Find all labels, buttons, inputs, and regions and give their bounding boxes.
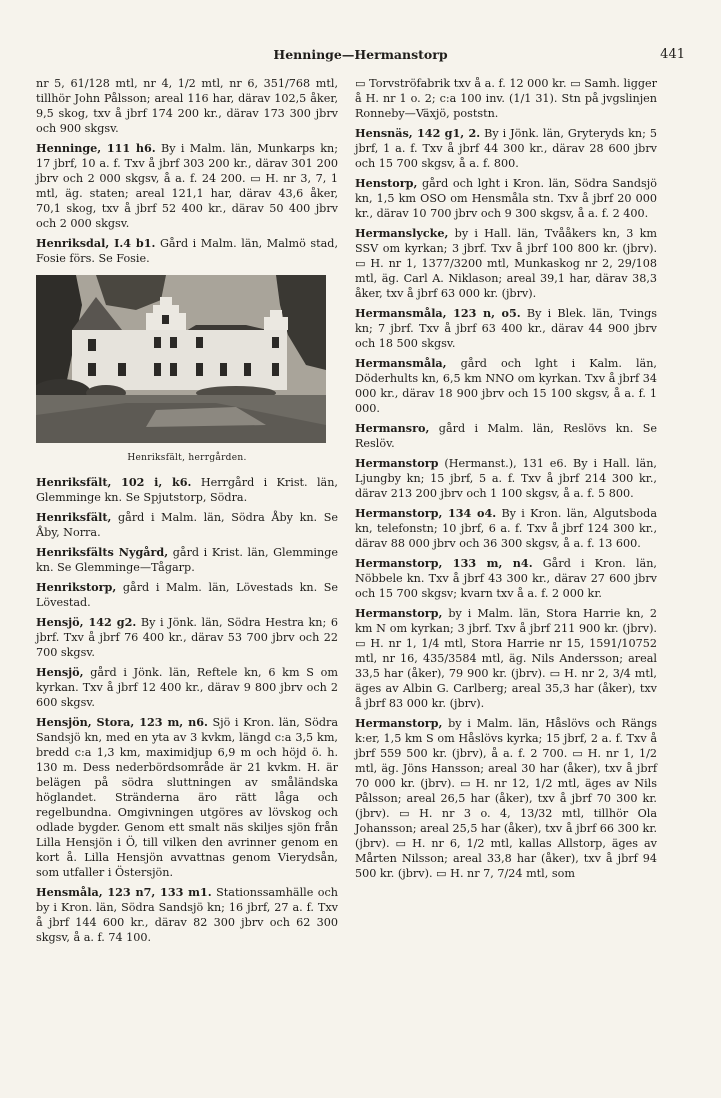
entry-headword: Hermanslycke, bbox=[355, 226, 449, 240]
entry-headword: Hermanstorp, bbox=[355, 606, 443, 620]
right-column bbox=[355, 76, 657, 886]
entry-text: by i Hall. län, Tvååkers kn, 3 km SSV om kyrkan; 3 jbrf. Txv å jbrf 100 800 kr. (jbrv). ▭ H. nr 1, 1377/3200 mtl, Munkaskog nr 2, 29/108 mtl, äg. Carl A. Niklason; areal 39,1 har, därav 38,3 åker, txv å jbrf 63 000 kr. (jbrv). bbox=[355, 227, 657, 300]
dictionary-entry bbox=[355, 421, 657, 451]
dictionary-entry bbox=[36, 236, 338, 266]
dictionary-entry bbox=[355, 506, 657, 551]
entry-text: ▭ Torvströfabrik txv å a. f. 12 000 kr. ▭ Samh. ligger å H. nr 1 o. 2; c:a 100 inv. (1/1 31). Stn på jvgslinjen Ronneby—Växjö, poststn. bbox=[355, 77, 657, 120]
entry-headword: Henstorp, bbox=[355, 176, 418, 190]
building-wall bbox=[72, 330, 287, 390]
dictionary-entry bbox=[36, 615, 338, 660]
dictionary-entry bbox=[36, 510, 338, 540]
entry-headword: Hensjön, Stora, 123 m, n6. bbox=[36, 715, 208, 729]
entry-text: gård i Malm. län, Reslövs kn. Se Reslöv. bbox=[355, 422, 658, 450]
entry-text: By i Jönk. län, Gryteryds kn; 5 jbrf, 1 a. f. Txv å jbrf 44 300 kr., därav 28 600 jbrv och 15 700 skgsv, å a. f. 800. bbox=[355, 127, 657, 170]
entry-text: Herrgård i Krist. län, Glemminge kn. Se Spjutstorp, Södra. bbox=[36, 476, 338, 504]
dictionary-entry bbox=[355, 226, 657, 301]
entry-text: (Hermanst.), 131 e6. By i Hall. län, Ljungby kn; 15 jbrf, 5 a. f. Txv å jbrf 214 300 kr., därav 213 200 jbrv och 1 100 skgsv, å a. f. 5 800. bbox=[355, 457, 657, 500]
left-entries-top bbox=[36, 76, 338, 266]
entry-text: by i Malm. län, Stora Harrie kn, 2 km N om kyrkan; 3 jbrf. Txv å jbrf 211 900 kr. (jbrv). ▭ H. nr 1, 1/4 mtl, Stora Harrie nr 15, 1591/10752 mtl, nr 16, 435/3584 mtl, äg. Nils Andersson; areal 33,5 har (åker), 79 900 kr. (jbrv). ▭ H. nr 2, 3/4 mtl, äges av Albin G. Carlberg; areal 35,3 har (åker), txv å jbrf 83 000 kr. (jbrv). bbox=[355, 607, 657, 710]
dictionary-entry bbox=[36, 141, 338, 231]
photo-caption: Henriksfält, herrgården. bbox=[127, 453, 247, 463]
entry-text: Stationssamhälle och by i Kron. län, Södra Sandsjö kn; 16 jbrf, 27 a. f. Txv å jbrf 144 600 kr., därav 82 300 jbrv och 62 300 skgsv, å a. f. 74 100. bbox=[36, 886, 338, 944]
entry-text: gård i Malm. län, Södra Åby kn. Se Åby, Norra. bbox=[36, 511, 338, 539]
entry-headword: Henriksdal, I.4 b1. bbox=[36, 236, 156, 250]
entry-headword: Hermansmåla, 123 n, o5. bbox=[355, 306, 521, 320]
entry-text: by i Malm. län, Håslövs och Rängs k:er, 1,5 km S om Håslövs kyrka; 15 jbrf, 2 a. f. Txv å jbrf 559 500 kr. (jbrv), å a. f. 2 700. ▭ H. nr 1, 1/2 mtl, äg. Jöns Hansson; areal 30 har (åker), txv å jbrf 70 000 kr. (jbrv). ▭ H. nr 12, 1/2 mtl, äges av Nils Pålsson; areal 26,5 har (åker), txv å jbrf 70 300 kr. (jbrv). ▭ H. nr 3 o. 4, 13/32 mtl, tillhör Ola Johansson; areal 25,5 har (åker), txv å jbrf 66 300 kr. (jbrv). ▭ H. nr 6, 1/2 mtl, kallas Allstorp, äges av Mårten Nilsson; areal 33,8 har (åker), txv å jbrf 94 500 kr. (jbrv). ▭ H. nr 7, 7/24 mtl, som bbox=[355, 717, 658, 880]
entry-headword: Hensnäs, 142 g1, 2. bbox=[355, 126, 481, 140]
right-entries bbox=[355, 76, 657, 881]
entry-headword: Hensjö, bbox=[36, 665, 84, 679]
entry-headword: Hensjö, 142 g2. bbox=[36, 615, 137, 629]
entry-headword: Hermanstorp, 133 m, n4. bbox=[355, 556, 533, 570]
dictionary-entry bbox=[355, 716, 657, 881]
entry-text: nr 5, 61/128 mtl, nr 4, 1/2 mtl, nr 6, 351/768 mtl, tillhör John Pålsson; areal 116 har, därav 102,5 åker, 9,5 skog, txv å jbrf 174 200 kr., därav 173 300 jbrv och 900 skgsv. bbox=[36, 77, 338, 135]
entry-headword: Hermanstorp, bbox=[355, 716, 443, 730]
entry-headword: Henriksfält, bbox=[36, 510, 112, 524]
left-entries-bottom bbox=[36, 475, 338, 945]
running-title: Henninge—Hermanstorp bbox=[273, 47, 448, 62]
entry-text: Gård i Malm. län, Malmö stad, Fosie förs. Se Fosie. bbox=[36, 237, 339, 265]
dictionary-entry bbox=[36, 475, 338, 505]
manor-photo bbox=[36, 275, 326, 443]
entry-headword: Hermansmåla, bbox=[355, 356, 447, 370]
page-number: 441 bbox=[660, 47, 685, 62]
left-column bbox=[36, 76, 338, 950]
entry-text: Gård i Kron. län, Nöbbele kn. Txv å jbrf 43 300 kr., därav 27 600 jbrv och 15 700 skgsv; kvarn txv å a. f. 2 000 kr. bbox=[355, 557, 657, 600]
dictionary-entry bbox=[36, 665, 338, 710]
entry-headword: Henrikstorp, bbox=[36, 580, 117, 594]
entry-text: Sjö i Kron. län, Södra Sandsjö kn, med en yta av 3 kvkm, längd c:a 3,5 km, bredd c:a 1,3 km, maximidjup 6,9 m och höjd ö. h. 130 m. Dess nederbördsområde är 21 kvkm. H. är belägen på södra sluttningen av småländska höglandet. Stränderna äro rätt låga och regelbundna. Omgivningen utgöres av lövskog och odlade bygder. Genom ett smalt näs skiljes sjön från Lilla Hensjön i Ö, till vilken den avrinner genom en kort å. Lilla Hensjön avvattnas genom Vierydsån, som utfaller i Östersjön. bbox=[36, 716, 338, 879]
entry-headword: Henriksfälts Nygård, bbox=[36, 545, 169, 559]
entry-text: gård och lght i Kalm. län, Döderhults kn, 6,5 km NNO om kyrkan. Txv å jbrf 34 000 kr., därav 18 900 jbrv och 15 100 skgsv, å a. f. 1 000. bbox=[355, 357, 657, 415]
entry-text: gård i Jönk. län, Reftele kn, 6 km S om kyrkan. Txv å jbrf 12 400 kr., därav 9 800 jbrv och 2 600 skgsv. bbox=[36, 666, 339, 709]
page-header bbox=[36, 47, 685, 65]
entry-text: By i Malm. län, Munkarps kn; 17 jbrf, 10 a. f. Txv å jbrf 303 200 kr., därav 301 200 jbrv och 2 000 skgsv, å a. f. 24 200. ▭ H. nr 3, 7, 1 mtl, äg. staten; areal 121,1 har, därav 43,6 åker, 70,1 skog, txv å jbrf 52 400 kr., därav 50 400 jbrv och 2 000 skgsv. bbox=[36, 142, 338, 230]
dictionary-entry bbox=[36, 580, 338, 610]
entry-headword: Hensmåla, 123 n7, 133 m1. bbox=[36, 885, 212, 899]
dictionary-entry bbox=[355, 456, 657, 501]
dictionary-entry bbox=[355, 606, 657, 711]
dictionary-entry bbox=[355, 76, 657, 121]
entry-headword: Henninge, 111 h6. bbox=[36, 141, 156, 155]
dictionary-entry bbox=[36, 76, 338, 136]
dictionary-entry bbox=[355, 126, 657, 171]
entry-text: By i Jönk. län, Södra Hestra kn; 6 jbrf. Txv å jbrf 76 400 kr., därav 53 700 jbrv och 22 700 skgsv. bbox=[36, 616, 338, 659]
dictionary-entry bbox=[355, 356, 657, 416]
entry-text: gård i Malm. län, Lövestads kn. Se Lövestad. bbox=[36, 581, 339, 609]
entry-text: gård i Krist. län, Glemminge kn. Se Glemminge—Tågarp. bbox=[36, 546, 338, 574]
dictionary-entry bbox=[355, 556, 657, 601]
dictionary-entry bbox=[36, 715, 338, 880]
entry-headword: Hermanstorp, 134 o4. bbox=[355, 506, 497, 520]
entry-headword: Henriksfält, 102 i, k6. bbox=[36, 475, 192, 489]
entry-headword: Hermansro, bbox=[355, 421, 430, 435]
dictionary-entry bbox=[355, 176, 657, 221]
dictionary-entry bbox=[36, 885, 338, 945]
dictionary-entry bbox=[36, 545, 338, 575]
entry-text: By i Kron. län, Algutsboda kn, telefonstn; 10 jbrf, 6 a. f. Txv å jbrf 124 300 kr., därav 88 000 jbrv och 36 300 skgsv, å a. f. 13 600. bbox=[355, 507, 657, 550]
entry-text: gård och lght i Kron. län, Södra Sandsjö kn, 1,5 km OSO om Hensmåla stn. Txv å jbrf 20 000 kr., därav 10 700 jbrv och 9 300 skgsv, å a. f. 2 400. bbox=[355, 177, 657, 220]
entry-text: By i Blek. län, Tvings kn; 7 jbrf. Txv å jbrf 63 400 kr., därav 44 900 jbrv och 18 500 skgsv. bbox=[355, 307, 657, 350]
dictionary-entry bbox=[355, 306, 657, 351]
entry-headword: Hermanstorp bbox=[355, 456, 439, 470]
